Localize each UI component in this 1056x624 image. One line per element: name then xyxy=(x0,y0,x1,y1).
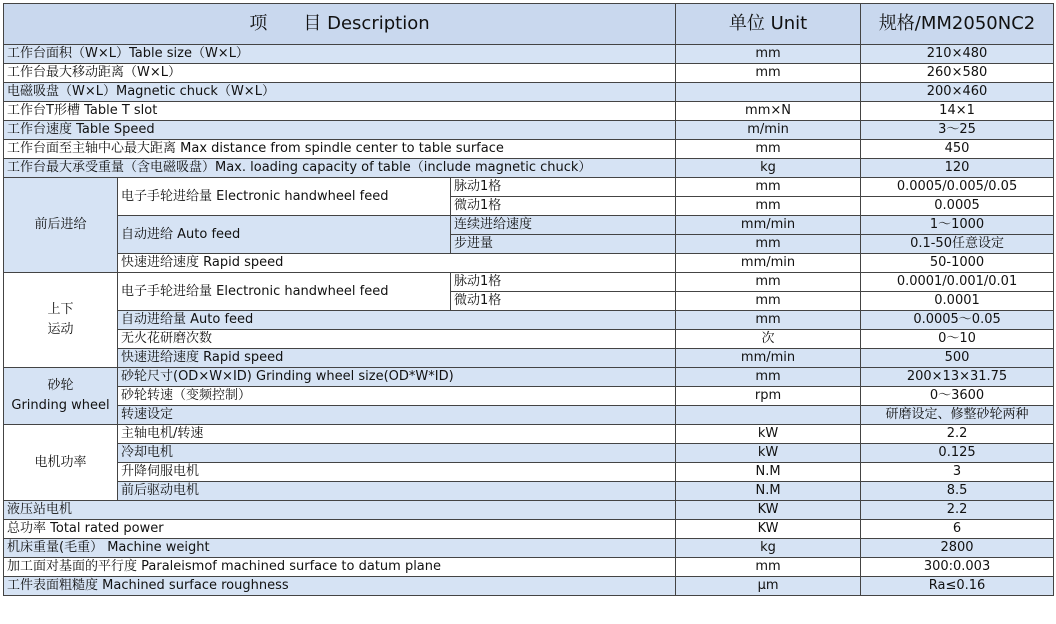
sub-label: 微动1格 xyxy=(451,292,676,311)
header-row xyxy=(4,4,1054,45)
table-row xyxy=(4,368,1054,387)
row-unit: μm xyxy=(676,577,861,596)
row-label: 电磁吸盘（W×L）Magnetic chuck（W×L） xyxy=(4,83,676,102)
row-unit: mm xyxy=(676,311,861,330)
row-value: 0.0005/0.005/0.05 xyxy=(861,178,1054,197)
row-value: 0～3600 xyxy=(861,387,1054,406)
table-row xyxy=(4,558,1054,577)
table-row xyxy=(4,45,1054,64)
row-value: 0～10 xyxy=(861,330,1054,349)
table-row xyxy=(4,482,1054,501)
row-unit: 次 xyxy=(676,330,861,349)
row-value: 300:0.003 xyxy=(861,558,1054,577)
group-wheel-line2: Grinding wheel xyxy=(11,398,110,413)
row-value: 2.2 xyxy=(861,425,1054,444)
row-unit: m/min xyxy=(676,121,861,140)
row-unit: kW xyxy=(676,444,861,463)
row-unit: rpm xyxy=(676,387,861,406)
row-unit: KW xyxy=(676,501,861,520)
sub-label: 微动1格 xyxy=(451,197,676,216)
sub-label: 连续进给速度 xyxy=(451,216,676,235)
row-label: 快速进给速度 Rapid speed xyxy=(118,349,676,368)
row-label: 砂轮尺寸(OD×W×ID) Grinding wheel size(OD*W*ID) xyxy=(118,368,676,387)
group-front-back: 前后进给 xyxy=(4,178,118,273)
sub-label: 脉动1格 xyxy=(451,273,676,292)
row-value: 0.0005 xyxy=(861,197,1054,216)
sub-label: 步进量 xyxy=(451,235,676,254)
row-unit: mm xyxy=(676,292,861,311)
table-row xyxy=(4,406,1054,425)
row-unit: N.M xyxy=(676,482,861,501)
table-row xyxy=(4,349,1054,368)
row-value: 210×480 xyxy=(861,45,1054,64)
row-label: 无火花研磨次数 xyxy=(118,330,676,349)
table-row xyxy=(4,387,1054,406)
row-unit: kg xyxy=(676,159,861,178)
sub-label: 脉动1格 xyxy=(451,178,676,197)
row-value: 120 xyxy=(861,159,1054,178)
header-unit: 单位 Unit xyxy=(676,4,861,45)
row-value: 0.0001/0.001/0.01 xyxy=(861,273,1054,292)
row-label: 电子手轮进给量 Electronic handwheel feed xyxy=(118,178,451,216)
row-unit: mm xyxy=(676,178,861,197)
group-wheel-line1: 砂轮 xyxy=(47,378,74,393)
table-row xyxy=(4,254,1054,273)
group-up-down-line1: 上下 xyxy=(47,302,74,317)
table-row xyxy=(4,520,1054,539)
row-label: 自动进给量 Auto feed xyxy=(118,311,676,330)
row-unit: mm xyxy=(676,235,861,254)
row-value: 1～1000 xyxy=(861,216,1054,235)
row-label: 总功率 Total rated power xyxy=(4,520,676,539)
row-unit xyxy=(676,83,861,102)
row-unit xyxy=(676,406,861,425)
table-row xyxy=(4,140,1054,159)
header-spec: 规格/MM2050NC2 xyxy=(861,4,1054,45)
row-value: 3～25 xyxy=(861,121,1054,140)
group-motor: 电机功率 xyxy=(4,425,118,501)
spec-table xyxy=(3,3,1054,596)
row-value: 500 xyxy=(861,349,1054,368)
row-unit: mm/min xyxy=(676,216,861,235)
row-label: 工作台面积（W×L）Table size（W×L） xyxy=(4,45,676,64)
row-value: 3 xyxy=(861,463,1054,482)
row-value: 14×1 xyxy=(861,102,1054,121)
row-label: 液压站电机 xyxy=(4,501,676,520)
row-label: 快速进给速度 Rapid speed xyxy=(118,254,676,273)
row-label: 主轴电机/转速 xyxy=(118,425,676,444)
row-value: 2800 xyxy=(861,539,1054,558)
table-row xyxy=(4,102,1054,121)
row-unit: N.M xyxy=(676,463,861,482)
row-value: 8.5 xyxy=(861,482,1054,501)
row-value: 50-1000 xyxy=(861,254,1054,273)
table-row xyxy=(4,159,1054,178)
row-label: 工作台最大承受重量（含电磁吸盘）Max. loading capacity of table（include magnetic chuck） xyxy=(4,159,676,178)
table-row xyxy=(4,311,1054,330)
row-label: 冷却电机 xyxy=(118,444,676,463)
row-label: 工件表面粗糙度 Machined surface roughness xyxy=(4,577,676,596)
row-unit: mm xyxy=(676,368,861,387)
table-row xyxy=(4,273,1054,292)
row-unit: mm xyxy=(676,140,861,159)
row-label: 机床重量(毛重） Machine weight xyxy=(4,539,676,558)
table-row xyxy=(4,216,1054,235)
header-description: 项 目 Description xyxy=(4,4,676,45)
table-row xyxy=(4,330,1054,349)
row-unit: mm xyxy=(676,197,861,216)
row-value: 260×580 xyxy=(861,64,1054,83)
row-unit: mm xyxy=(676,45,861,64)
row-label: 前后驱动电机 xyxy=(118,482,676,501)
table-row xyxy=(4,444,1054,463)
row-value: 200×13×31.75 xyxy=(861,368,1054,387)
row-unit: mm/min xyxy=(676,349,861,368)
row-value: 6 xyxy=(861,520,1054,539)
row-label: 升降伺服电机 xyxy=(118,463,676,482)
row-label: 工作台速度 Table Speed xyxy=(4,121,676,140)
table-row xyxy=(4,425,1054,444)
row-value: 0.0005～0.05 xyxy=(861,311,1054,330)
table-row xyxy=(4,83,1054,102)
row-value: 2.2 xyxy=(861,501,1054,520)
group-up-down xyxy=(4,273,118,368)
table-row xyxy=(4,577,1054,596)
table-row xyxy=(4,121,1054,140)
row-label: 工作台T形槽 Table T slot xyxy=(4,102,676,121)
table-row xyxy=(4,64,1054,83)
row-unit: kg xyxy=(676,539,861,558)
row-unit: mm xyxy=(676,64,861,83)
table-row xyxy=(4,178,1054,197)
row-value: 200×460 xyxy=(861,83,1054,102)
row-unit: mm xyxy=(676,558,861,577)
row-label: 砂轮转速（变频控制） xyxy=(118,387,676,406)
row-value: 0.1-50任意设定 xyxy=(861,235,1054,254)
row-label: 转速设定 xyxy=(118,406,676,425)
row-value: 研磨设定、修整砂轮两种 xyxy=(861,406,1054,425)
row-label: 加工面对基面的平行度 Paraleismof machined surface to datum plane xyxy=(4,558,676,577)
row-value: 0.0001 xyxy=(861,292,1054,311)
table-row xyxy=(4,501,1054,520)
row-label: 工作台面至主轴中心最大距离 Max distance from spindle center to table surface xyxy=(4,140,676,159)
row-value: 0.125 xyxy=(861,444,1054,463)
row-label: 自动进给 Auto feed xyxy=(118,216,451,254)
group-up-down-line2: 运动 xyxy=(47,322,74,337)
row-unit: mm×N xyxy=(676,102,861,121)
row-value: Ra≤0.16 xyxy=(861,577,1054,596)
row-unit: mm xyxy=(676,273,861,292)
row-unit: KW xyxy=(676,520,861,539)
table-row xyxy=(4,463,1054,482)
row-unit: kW xyxy=(676,425,861,444)
group-wheel xyxy=(4,368,118,425)
row-value: 450 xyxy=(861,140,1054,159)
row-unit: mm/min xyxy=(676,254,861,273)
table-row xyxy=(4,539,1054,558)
row-label: 工作台最大移动距离（W×L） xyxy=(4,64,676,83)
row-label: 电子手轮进给量 Electronic handwheel feed xyxy=(118,273,451,311)
